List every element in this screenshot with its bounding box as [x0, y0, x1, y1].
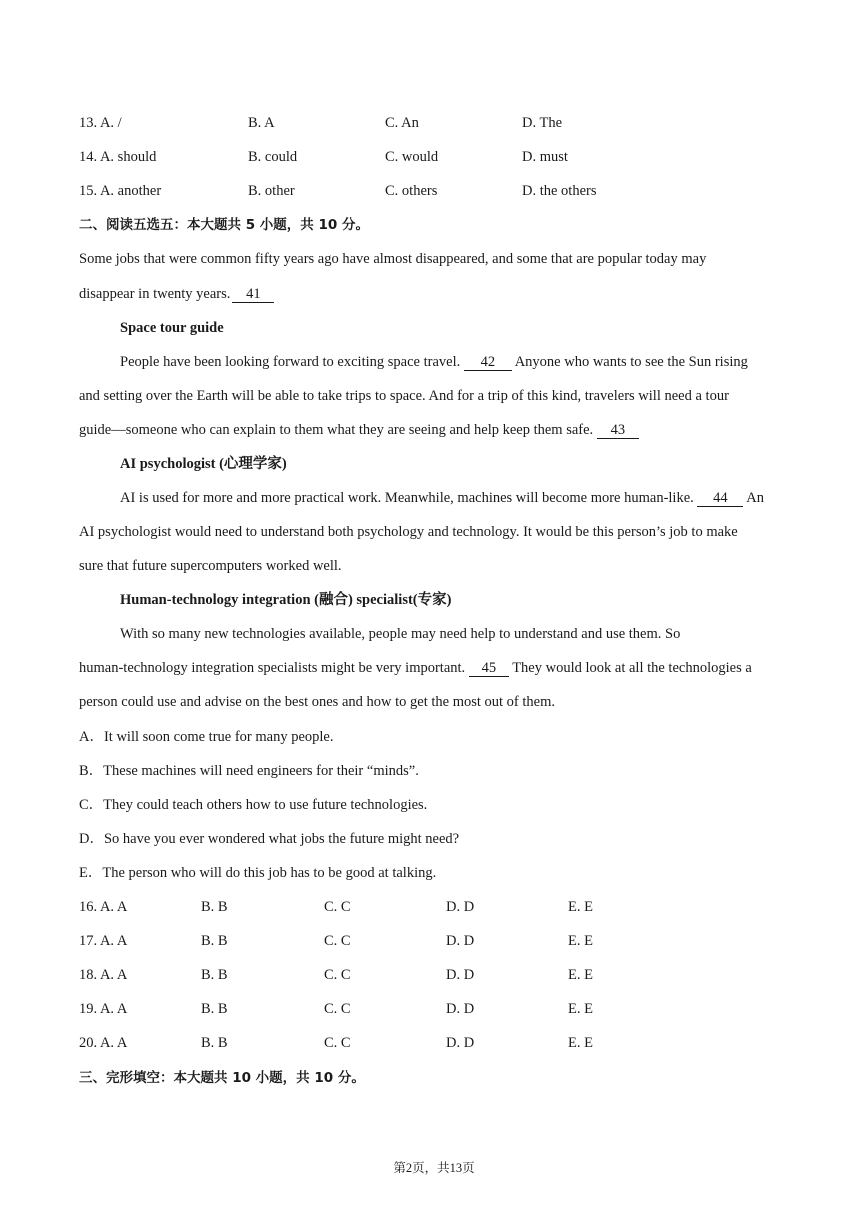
- intro-line: [79, 284, 274, 304]
- option-e: E. E: [568, 933, 593, 949]
- intro-line: Some jobs that were common fifty years ago have almost disappeared, and some that are popular today may: [79, 251, 707, 267]
- option-d: D. D: [446, 1001, 475, 1017]
- option-e: E. E: [568, 1001, 593, 1017]
- option-a: 18. A. A: [79, 967, 128, 983]
- blank-43: 43: [597, 422, 639, 439]
- paragraph-text: An: [746, 490, 764, 506]
- paragraph-line: [79, 658, 752, 678]
- option-b: B. A: [248, 115, 275, 131]
- option-e: E. E: [568, 967, 593, 983]
- page-footer: 第2页，共13页: [393, 1161, 475, 1175]
- blank-42: 42: [464, 354, 512, 371]
- option-a: 20. A. A: [79, 1035, 128, 1051]
- option-d: D. D: [446, 933, 475, 949]
- option-b: B. B: [201, 899, 228, 915]
- option-d: D. D: [446, 899, 475, 915]
- option-c: C. An: [385, 115, 419, 131]
- paragraph-line: [120, 352, 748, 372]
- option-b: B. B: [201, 1035, 228, 1051]
- paragraph-line: [120, 488, 764, 508]
- option-c: C. others: [385, 183, 438, 199]
- choice-d: D．So have you ever wondered what jobs the future might need?: [79, 831, 460, 847]
- choice-c: C．They could teach others how to use future technologies.: [79, 797, 428, 813]
- option-a: 15. A. another: [79, 183, 162, 199]
- subheading-integration-specialist: Human-technology integration (融合) specialist(专家): [120, 592, 452, 608]
- paragraph-line: sure that future supercomputers worked well.: [79, 558, 342, 574]
- option-a: 16. A. A: [79, 899, 128, 915]
- subheading-ai-psychologist: AI psychologist (心理学家): [120, 456, 287, 472]
- blank-41: 41: [232, 286, 274, 303]
- option-c: C. C: [324, 899, 351, 915]
- section-heading-cloze: 三、完形填空：本大题共 10 小题，共 10 分。: [79, 1070, 365, 1086]
- option-a: 13. A. /: [79, 115, 122, 131]
- blank-45: 45: [469, 660, 509, 677]
- choice-b: B．These machines will need engineers for their “minds”.: [79, 763, 419, 779]
- option-e: E. E: [568, 899, 593, 915]
- paragraph-line: [79, 420, 639, 440]
- choice-e: E．The person who will do this job has to be good at talking.: [79, 865, 437, 881]
- option-b: B. other: [248, 183, 295, 199]
- option-b: B. B: [201, 1001, 228, 1017]
- option-b: B. B: [201, 933, 228, 949]
- paragraph-text: People have been looking forward to exciting space travel.: [120, 354, 461, 370]
- option-e: E. E: [568, 1035, 593, 1051]
- subheading-space-tour-guide: Space tour guide: [120, 320, 224, 336]
- option-c: C. C: [324, 1035, 351, 1051]
- paragraph-text: guide—someone who can explain to them what they are seeing and help keep them safe.: [79, 422, 594, 438]
- option-c: C. C: [324, 1001, 351, 1017]
- paragraph-line: AI psychologist would need to understand both psychology and technology. It would be this person’s job to make: [79, 524, 738, 540]
- option-c: C. would: [385, 149, 439, 165]
- option-c: C. C: [324, 933, 351, 949]
- paragraph-text: They would look at all the technologies a: [512, 660, 752, 676]
- paragraph-line: With so many new technologies available, people may need help to understand and use them. So: [120, 626, 681, 642]
- option-d: D. the others: [522, 183, 597, 199]
- choice-a: A．It will soon come true for many people.: [79, 729, 334, 745]
- blank-44: 44: [697, 490, 743, 507]
- paragraph-text: AI is used for more and more practical work. Meanwhile, machines will become more human-like.: [120, 490, 694, 506]
- option-b: B. B: [201, 967, 228, 983]
- option-b: B. could: [248, 149, 298, 165]
- option-a: 17. A. A: [79, 933, 128, 949]
- option-c: C. C: [324, 967, 351, 983]
- paragraph-line: person could use and advise on the best ones and how to get the most out of them.: [79, 694, 555, 710]
- option-d: D. D: [446, 967, 475, 983]
- option-a: 19. A. A: [79, 1001, 128, 1017]
- paragraph-line: and setting over the Earth will be able to take trips to space. And for a trip of this kind, travelers will need a tour: [79, 388, 729, 404]
- option-d: D. D: [446, 1035, 475, 1051]
- option-a: 14. A. should: [79, 149, 157, 165]
- option-d: D. The: [522, 115, 563, 131]
- paragraph-text: Anyone who wants to see the Sun rising: [514, 354, 748, 370]
- section-heading-reading: 二、阅读五选五：本大题共 5 小题，共 10 分。: [79, 217, 369, 233]
- paragraph-text: human-technology integration specialists might be very important.: [79, 660, 466, 676]
- option-d: D. must: [522, 149, 568, 165]
- intro-text: disappear in twenty years.: [79, 286, 231, 302]
